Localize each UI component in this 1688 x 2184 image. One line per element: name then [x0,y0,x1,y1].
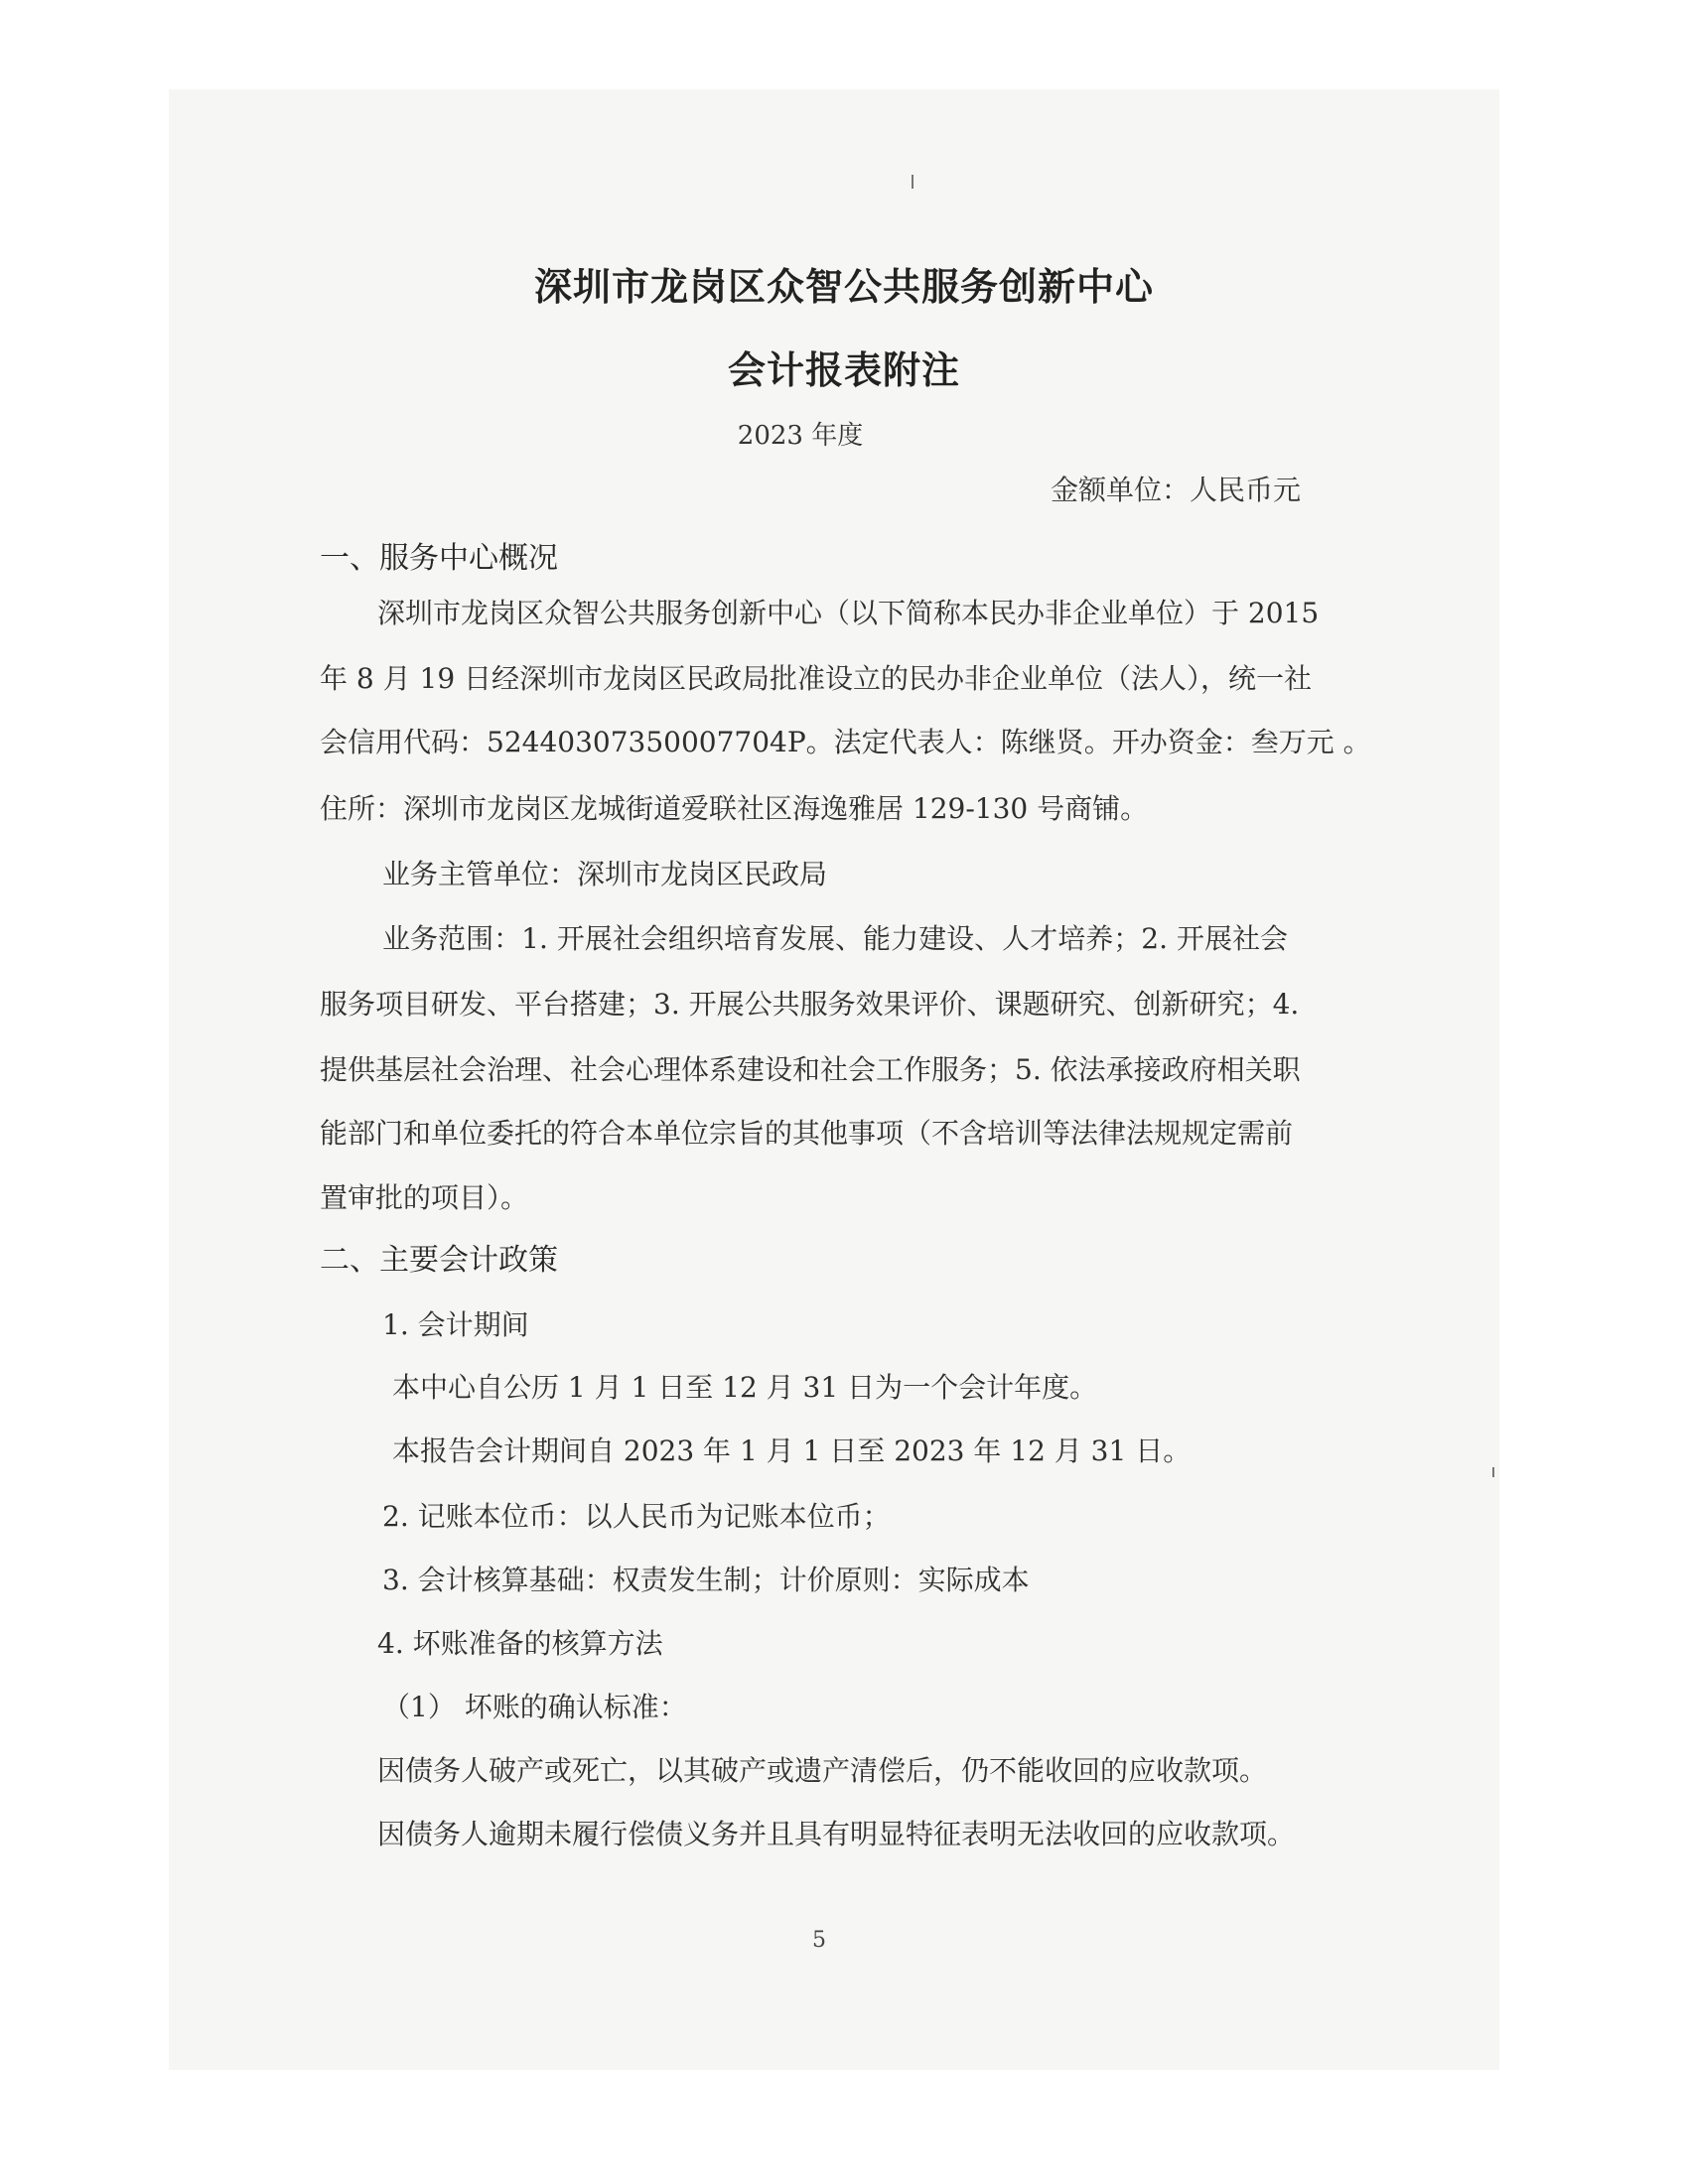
policy-item: 4. 坏账准备的核算方法 [377,1627,663,1660]
overview-line: 会信用代码：52440307350007704P。法定代表人：陈继贤。开办资金：叁万元 。 [320,726,1371,758]
policy-item: 本报告会计期间自 2023 年 1 月 1 日至 2023 年 12 月 31 日。 [392,1434,1192,1467]
section-heading-overview: 一、服务中心概况 [320,541,558,576]
overview-line: 深圳市龙岗区众智公共服务创新中心（以下简称本民办非企业单位）于 2015 [377,597,1320,629]
policy-item: 1. 会计期间 [382,1308,529,1341]
scan-speck [912,175,914,189]
policy-item: 本中心自公历 1 月 1 日至 12 月 31 日为一个会计年度。 [392,1371,1098,1404]
overview-line: 年 8 月 19 日经深圳市龙岗区民政局批准设立的民办非企业单位（法人），统一社 [320,662,1313,695]
policy-item: 因债务人逾期未履行偿债义务并且具有明显特征表明无法收回的应收款项。 [377,1818,1296,1850]
scan-speck [1492,1467,1494,1477]
scope-line: 能部门和单位委托的符合本单位宗旨的其他事项（不含培训等法律法规规定需前 [320,1117,1294,1150]
policy-item: 因债务人破产或死亡，以其破产或遗产清偿后，仍不能收回的应收款项。 [377,1754,1268,1787]
scope-line: 置审批的项目）。 [320,1181,529,1214]
overview-line: 住所：深圳市龙岗区龙城街道爱联社区海逸雅居 129-130 号商铺。 [320,792,1149,825]
scope-line: 业务范围：1. 开展社会组织培育发展、能力建设、人才培养；2. 开展社会 [382,922,1288,955]
page-number: 5 [812,1928,826,1953]
scope-line: 提供基层社会治理、社会心理体系建设和社会工作服务；5. 依法承接政府相关职 [320,1053,1301,1086]
policy-item: 3. 会计核算基础：权责发生制；计价原则：实际成本 [382,1564,1030,1596]
policy-item: 2. 记账本位币：以人民币为记账本位币； [382,1500,891,1533]
currency-unit: 金额单位：人民币元 [1050,474,1301,506]
document-subtitle: 会计报表附注 [727,347,960,392]
policy-item: （1） 坏账的确认标准： [382,1691,687,1723]
section-heading-policies: 二、主要会计政策 [320,1243,558,1278]
scope-line: 服务项目研发、平台搭建；3. 开展公共服务效果评价、课题研究、创新研究；4. [320,988,1300,1021]
supervisor-line: 业务主管单位：深圳市龙岗区民政局 [382,858,828,890]
report-year: 2023 年度 [737,421,864,451]
document-title: 深圳市龙岗区众智公共服务创新中心 [533,264,1154,309]
